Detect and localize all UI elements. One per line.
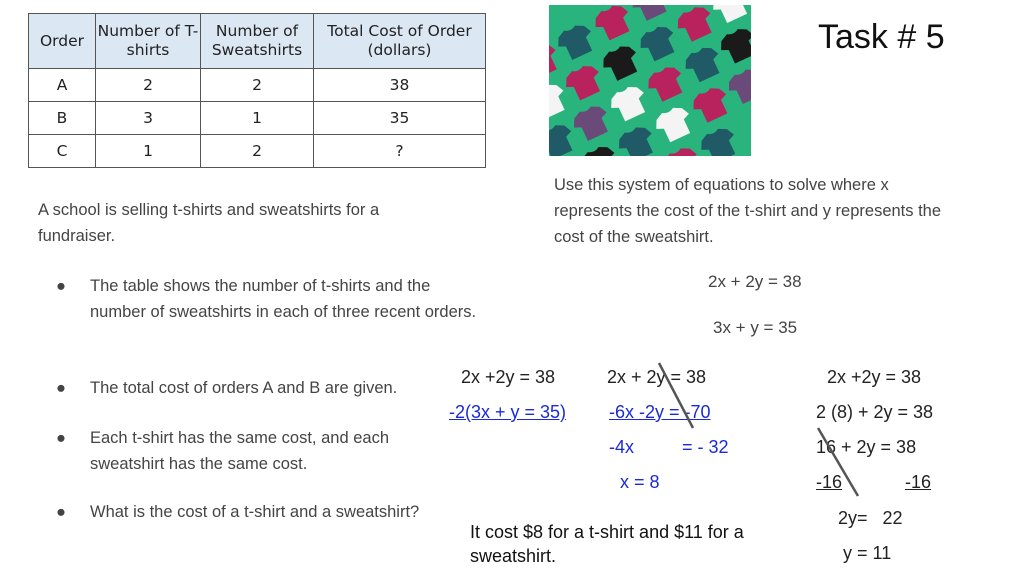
work-col1-line2: -2(3x + y = 35) bbox=[449, 402, 567, 422]
work-col3-line5: 2y= 22 bbox=[838, 508, 903, 528]
table-cell: 35 bbox=[314, 102, 486, 135]
table-cell: 2 bbox=[201, 69, 314, 102]
work-col2-line3a: -4x bbox=[609, 437, 635, 457]
bullet-dot: ● bbox=[56, 277, 66, 295]
table-cell: C bbox=[29, 135, 96, 168]
table-cell: 2 bbox=[201, 135, 314, 168]
intro-text: A school is selling t-shirts and sweatshirts for a fundraiser. bbox=[38, 201, 380, 245]
work-col3-line3: 16 + 2y = 38 bbox=[816, 437, 917, 457]
table-cell: 1 bbox=[96, 135, 201, 168]
header-total-cost: Total Cost of Order (dollars) bbox=[314, 14, 486, 69]
instructions-text: Use this system of equations to solve where x represents the cost of the t-shirt and y represents the cost of the sweatshirt. bbox=[554, 176, 942, 246]
table-cell: 2 bbox=[96, 69, 201, 102]
work-col2-line3b: = - 32 bbox=[682, 437, 729, 457]
work-col3-line1: 2x +2y = 38 bbox=[827, 367, 922, 387]
table-cell: 3 bbox=[96, 102, 201, 135]
work-col3-line4a: -16 bbox=[816, 472, 843, 492]
header-order: Order bbox=[29, 14, 96, 69]
cancel-stroke-16 bbox=[818, 428, 858, 496]
work-col2-line1: 2x + 2y = 38 bbox=[607, 367, 707, 387]
work-col3-line2: 2 (8) + 2y = 38 bbox=[816, 402, 934, 422]
bullet-dot: ● bbox=[56, 379, 66, 397]
table-cell: B bbox=[29, 102, 96, 135]
work-col1-line1: 2x +2y = 38 bbox=[461, 367, 556, 387]
answer-text: It cost $8 for a t-shirt and $11 for a sweatshirt. bbox=[470, 522, 744, 566]
bullet-text: The table shows the number of t-shirts and the number of sweatshirts in each of three recent orders. bbox=[90, 277, 477, 321]
equation-2: 3x + y = 35 bbox=[713, 318, 798, 337]
table-cell: ? bbox=[314, 135, 486, 168]
header-sweatshirts: Number of Sweatshirts bbox=[201, 14, 314, 69]
table-cell: A bbox=[29, 69, 96, 102]
bullet-dot: ● bbox=[56, 503, 66, 521]
bullet-text: The total cost of orders A and B are given. bbox=[90, 379, 398, 397]
equation-1: 2x + 2y = 38 bbox=[708, 272, 802, 291]
bullet-dot: ● bbox=[56, 429, 66, 447]
table-cell: 38 bbox=[314, 69, 486, 102]
work-col2-line4: x = 8 bbox=[620, 472, 660, 492]
header-tshirts: Number of T-shirts bbox=[96, 14, 201, 69]
cancel-stroke-2y bbox=[659, 363, 693, 428]
bullet-text: Each t-shirt has the same cost, and each sweatshirt has the same cost. bbox=[90, 429, 389, 473]
work-col3-line6: y = 11 bbox=[843, 543, 892, 563]
bullet-text: What is the cost of a t-shirt and a sweatshirt? bbox=[90, 503, 420, 521]
work-col2-line2: -6x -2y = -70 bbox=[609, 402, 711, 422]
work-col3-line4b: -16 bbox=[905, 472, 932, 492]
page-title: Task # 5 bbox=[818, 18, 945, 56]
table-cell: 1 bbox=[201, 102, 314, 135]
